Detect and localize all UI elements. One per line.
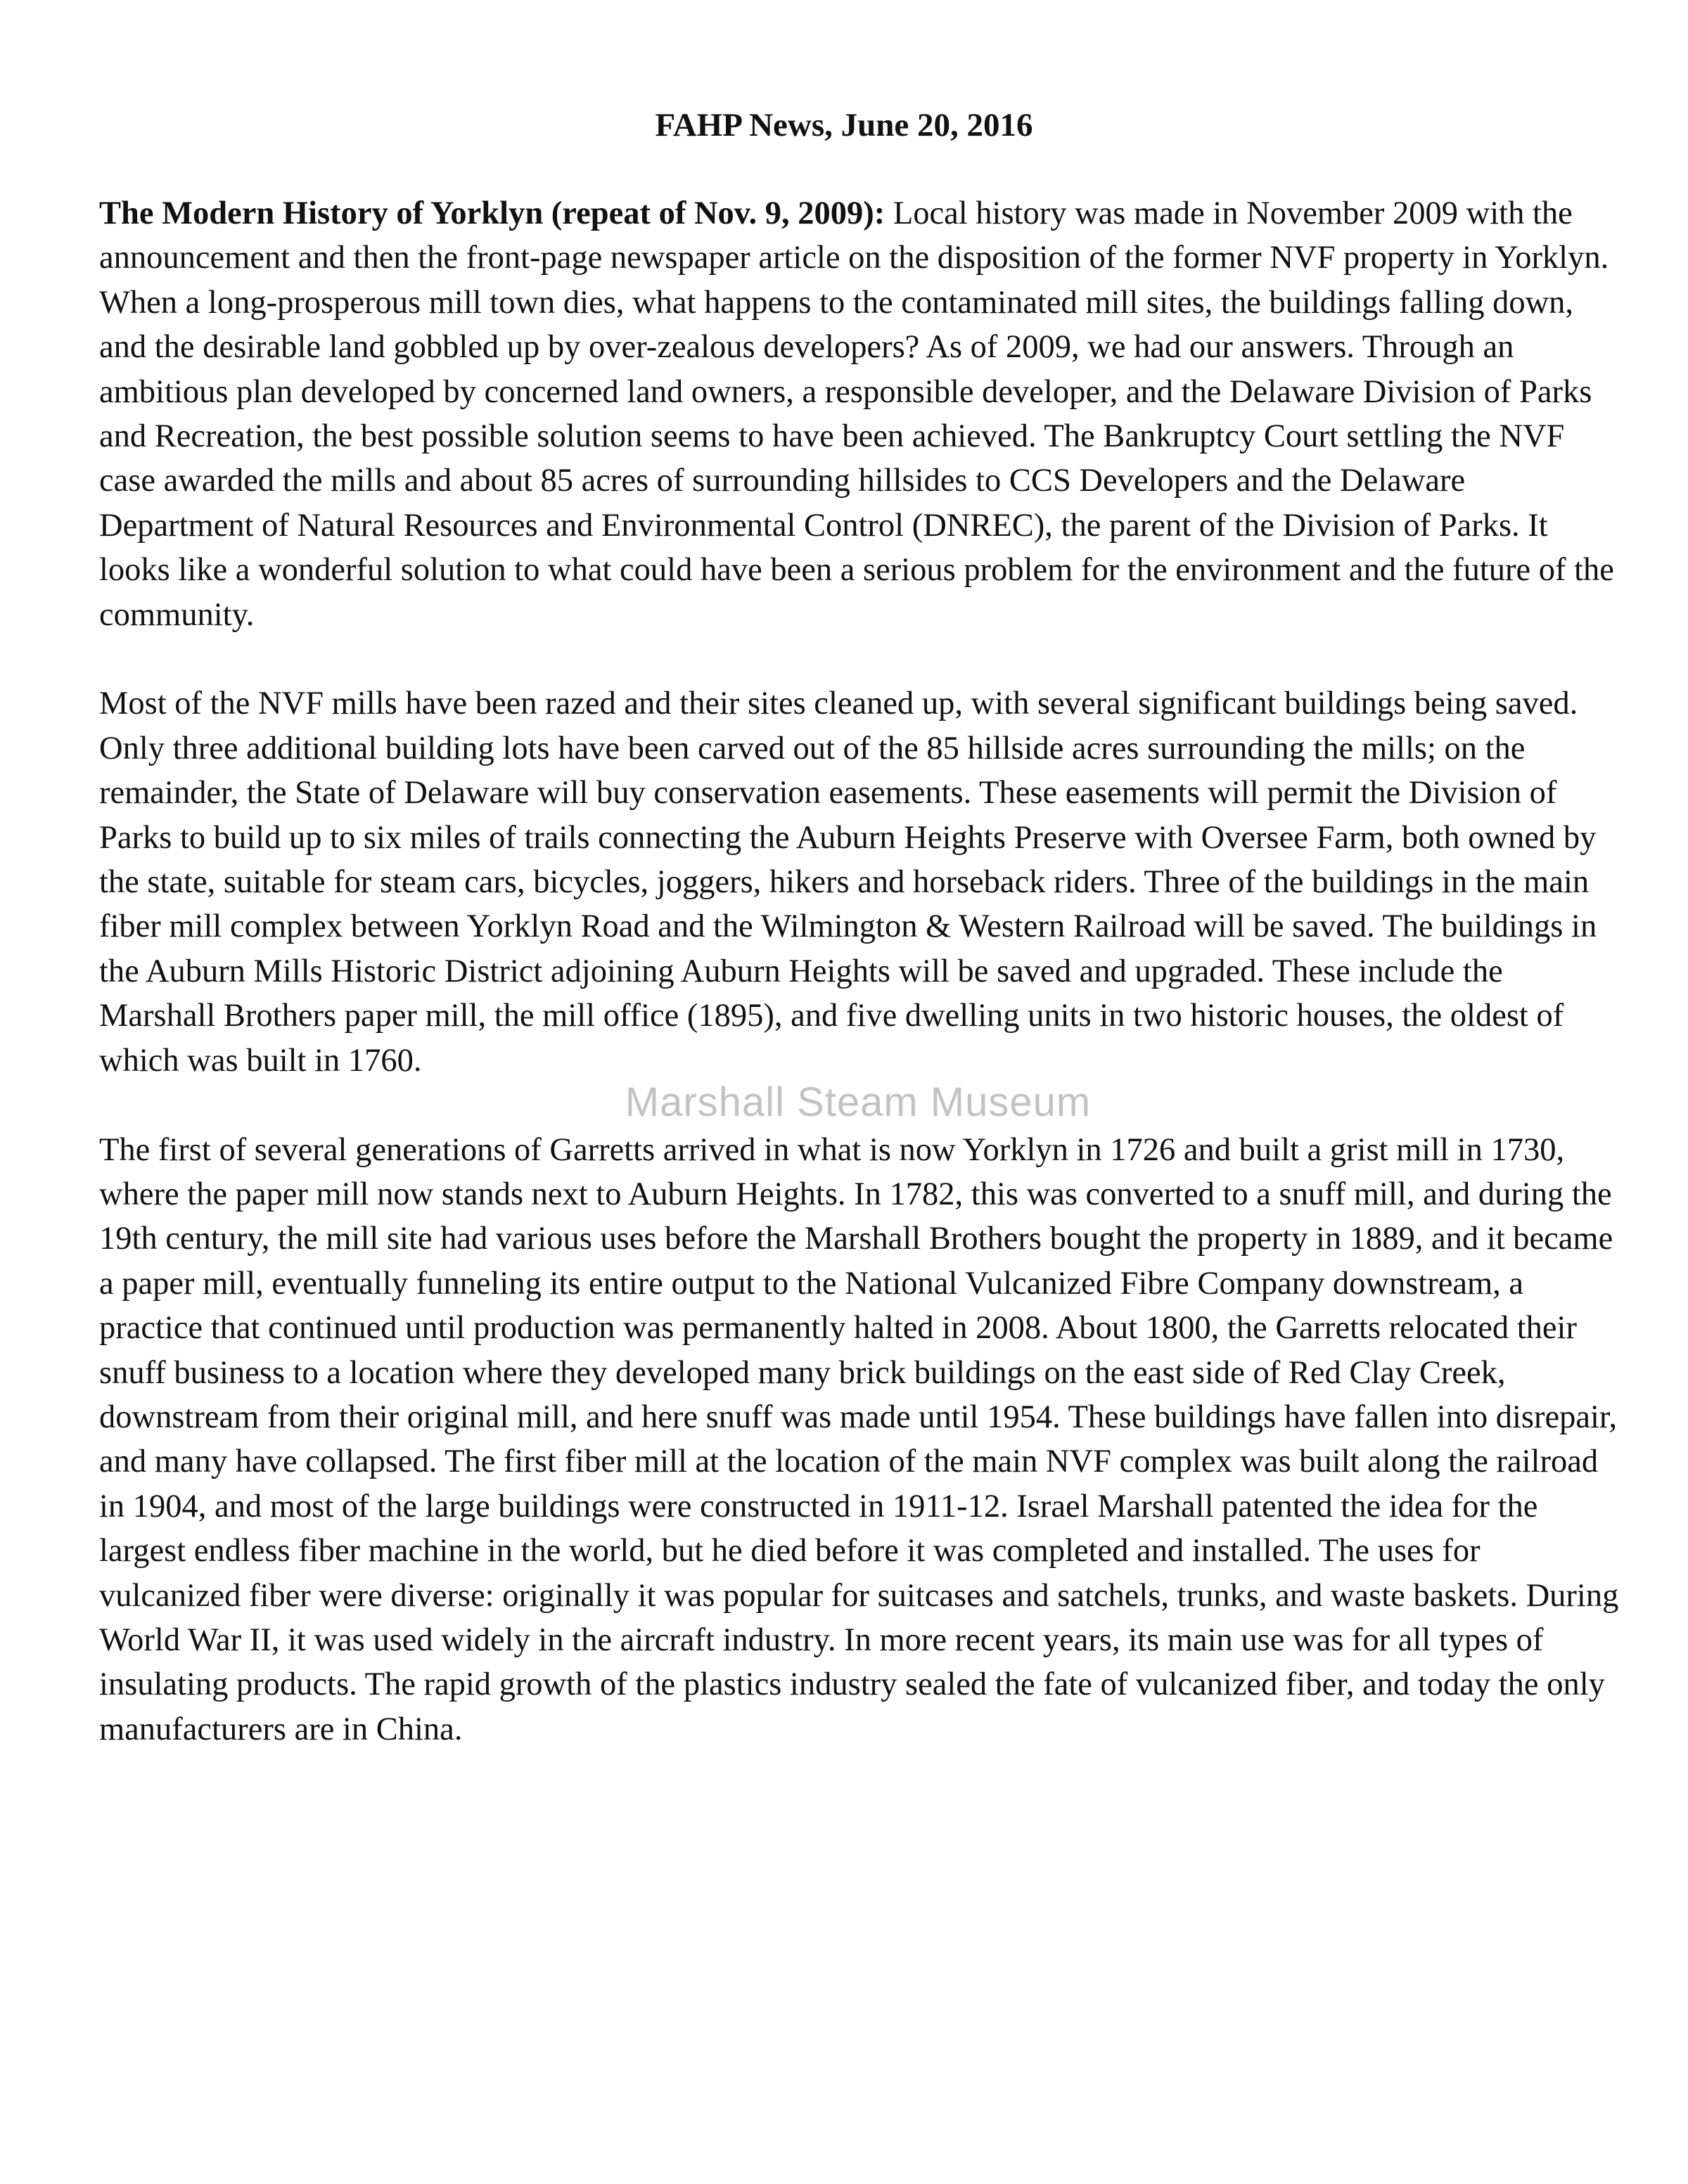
paragraph-1-text: Local history was made in November 2009 with the announcement and then the front-page newspaper article on the disposition of the former NVF property in Yorklyn. When a long-prosperous mill town dies, what happens to the contaminated mill sites, the buildings falling down, and the desirable land gobbled up by over-zealous developers? As of 2009, we had our answers. Through an ambitious plan developed by concerned land owners, a responsible developer, and the Delaware Division of Parks and Recreation, the best possible solution seems to have been achieved. The Bankruptcy Court settling the NVF case awarded the mills and about 85 acres of surrounding hillsides to CCS Developers and the Delaware Department of Natural Resources and Environmental Control (DNREC), the parent of the Division of Parks. It looks like a wonderful solution to what could have been a serious problem for the environment and the future of the community. [99,195,1614,633]
article-body [99,191,1622,1797]
page-title: FAHP News, June 20, 2016 [655,107,1033,143]
paragraph-2: Most of the NVF mills have been razed and their sites cleaned up, with several significant buildings being saved. Only three additional building lots have been carved out of the 85 hillside acres surrounding the mills; on the remainder, the State of Delaware will buy conservation easements. These easements will permit the Division of Parks to build up to six miles of trails connecting the Auburn Heights Preserve with Oversee Farm, both owned by the state, suitable for steam cars, bicycles, joggers, hikers and horseback riders. Three of the buildings in the main fiber mill complex between Yorklyn Road and the Wilmington & Western Railroad will be saved. The buildings in the Auburn Mills Historic District adjoining Auburn Heights will be saved and upgraded. These include the Marshall Brothers paper mill, the mill office (1895), and five dwelling units in two historic houses, the oldest of which was built in 1760. [99,686,1597,1079]
lead-heading: The Modern History of Yorklyn (repeat of Nov. 9, 2009): [99,195,885,231]
paragraph-3: The first of several generations of Garretts arrived in what is now Yorklyn in 1726 and built a grist mill in 1730, where the paper mill now stands next to Auburn Heights. In 1782, this was converted to a snuff mill, and during the 19th century, the mill site had various uses before the Marshall Brothers bought the property in 1889, and it became a paper mill, eventually funneling its entire output to the National Vulcanized Fibre Company downstream, a practice that continued until production was permanently halted in 2008. About 1800, the Garretts relocated their snuff business to a location where they developed many brick buildings on the east side of Red Clay Creek, downstream from their original mill, and here snuff was made until 1954. These buildings have fallen into disrepair, and many have collapsed. The first fiber mill at the location of the main NVF complex was built along the railroad in 1904, and most of the large buildings were constructed in 1911-12. Israel Marshall patented the idea for the largest endless fiber machine in the world, but he died before it was completed and installed. The uses for vulcanized fiber were diverse: originally it was popular for suitcases and satchels, trunks, and waste baskets. During World War II, it was used widely in the aircraft industry. In more recent years, its main use was for all types of insulating products. The rapid growth of the plastics industry sealed the fate of vulcanized fiber, and today the only manufacturers are in China. [99,1131,1619,1747]
watermark: Marshall Steam Museum [625,1079,1092,1125]
paragraph-1 [99,191,1622,637]
